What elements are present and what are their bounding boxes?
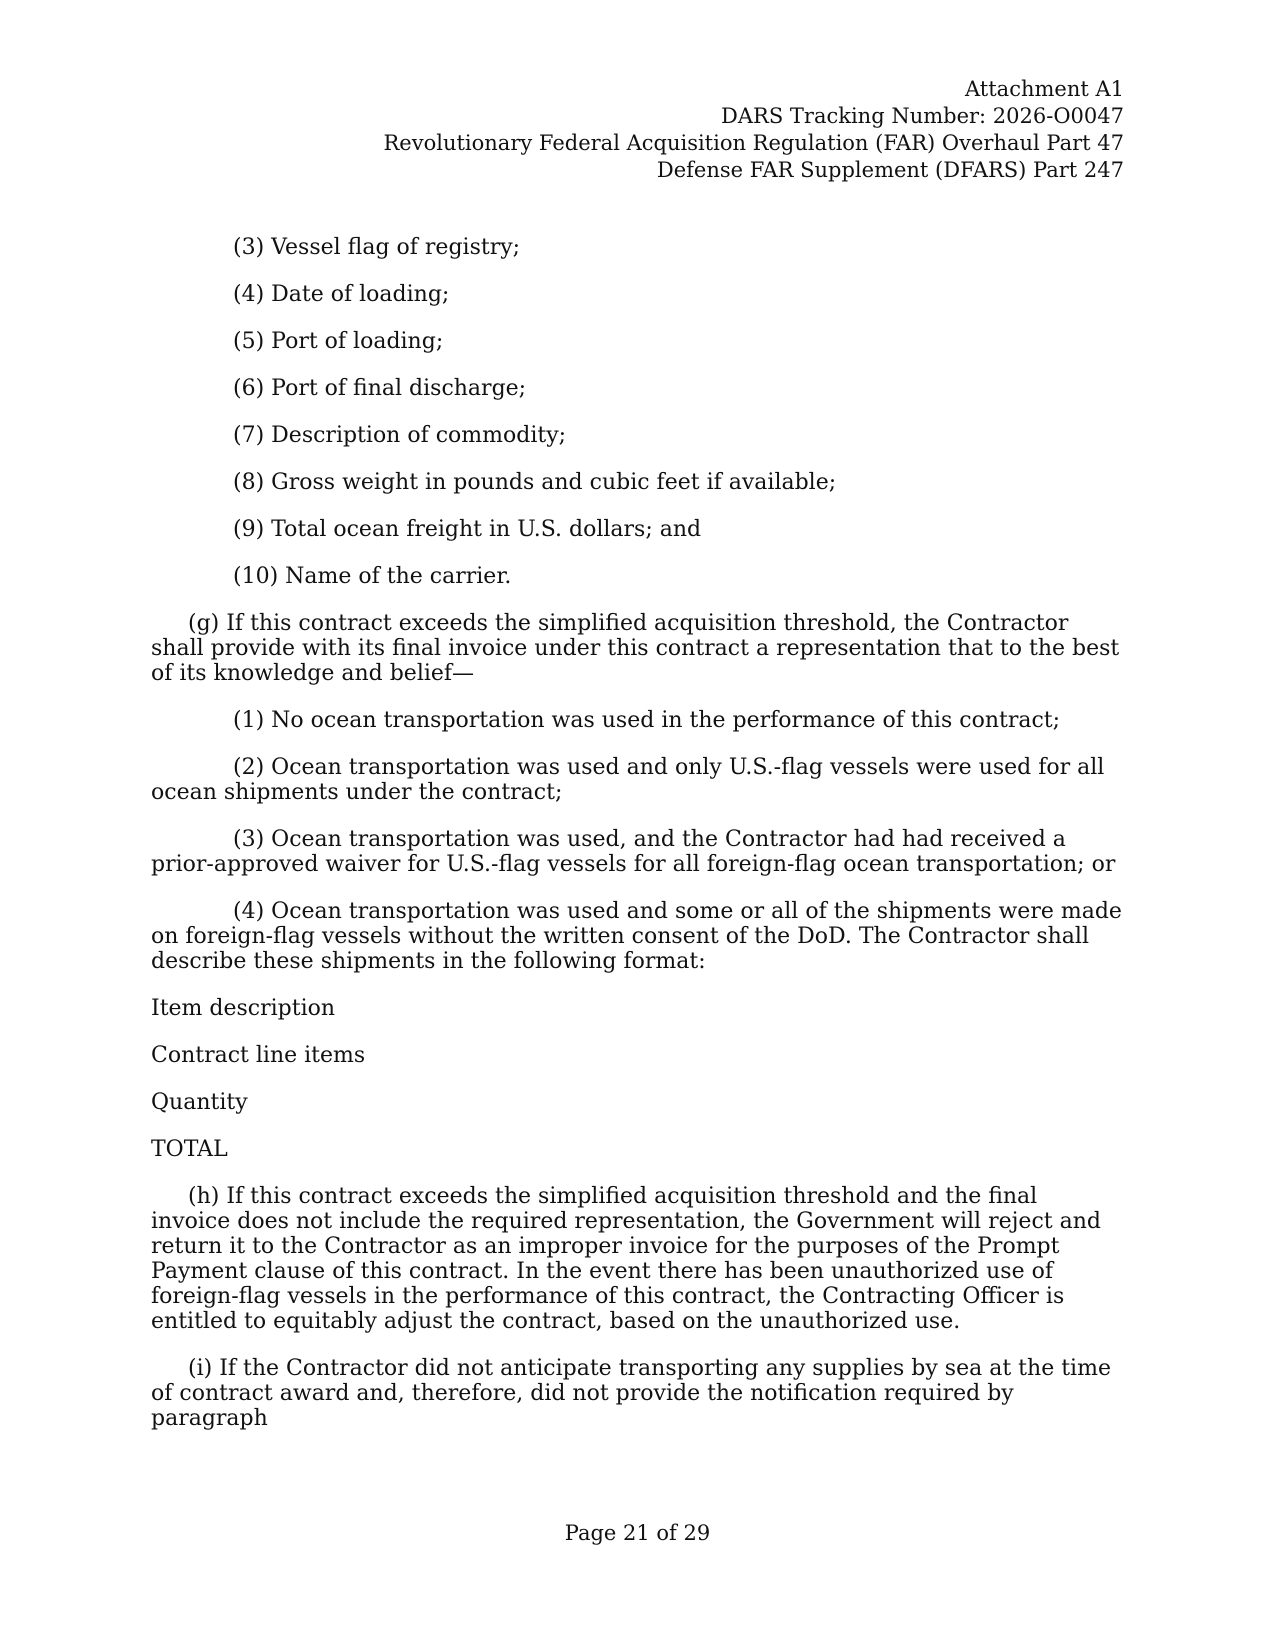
- paragraph-g: (g) If this contract exceeds the simplified acquisition threshold, the Contractor shall provide with its final invoice under this contract a representation that to the best of its knowledge and belief—: [151, 611, 1120, 686]
- list-item: (10) Name of the carrier.: [233, 564, 512, 589]
- format-item: Item description: [151, 996, 336, 1021]
- list-item: (7) Description of commodity;: [233, 423, 567, 448]
- paragraph-h: (h) If this contract exceeds the simplified acquisition threshold and the final invoice does not include the required representation, the Government will reject and return it to the Contractor as an improper invoice for the purposes of the Prompt Payment clause of this contract. In the event there has been unauthorized use of foreign-flag vessels in the performance of this contract, the Contracting Officer is entitled to equitably adjust the contract, based on the unauthorized use.: [151, 1184, 1101, 1334]
- list-item: (9) Total ocean freight in U.S. dollars; and: [233, 517, 702, 542]
- list-item: (3) Vessel flag of registry;: [233, 235, 521, 260]
- header-far-part: Revolutionary Federal Acquisition Regulation (FAR) Overhaul Part 47: [383, 131, 1124, 155]
- list-item: (1) No ocean transportation was used in the performance of this contract;: [233, 708, 1061, 733]
- format-item: Quantity: [151, 1090, 248, 1115]
- list-item: (4) Date of loading;: [233, 282, 450, 307]
- header-attachment: Attachment A1: [965, 77, 1124, 101]
- format-item: TOTAL: [151, 1137, 228, 1162]
- list-item: (4) Ocean transportation was used and some or all of the shipments were made on foreign-flag vessels without the written consent of the DoD. The Contractor shall describe these shipments in the following format:: [151, 899, 1122, 974]
- header-dfars-part: Defense FAR Supplement (DFARS) Part 247: [656, 158, 1124, 182]
- paragraph-i: (i) If the Contractor did not anticipate transporting any supplies by sea at the time of contract award and, therefore, did not provide the notification required by paragraph: [151, 1356, 1111, 1431]
- page-number: Page 21 of 29: [564, 1521, 711, 1545]
- document-body: [151, 235, 1123, 1453]
- list-item: (3) Ocean transportation was used, and the Contractor had had received a prior-approved waiver for U.S.-flag vessels for all foreign-flag ocean transportation; or: [151, 827, 1116, 877]
- list-item: (6) Port of final discharge;: [233, 376, 527, 401]
- format-item: Contract line items: [151, 1043, 366, 1068]
- list-item: (2) Ocean transportation was used and only U.S.-flag vessels were used for all ocean shipments under the contract;: [151, 755, 1105, 805]
- list-item: (8) Gross weight in pounds and cubic feet if available;: [233, 470, 837, 495]
- list-item: (5) Port of loading;: [233, 329, 444, 354]
- header-tracking-number: DARS Tracking Number: 2026-O0047: [721, 104, 1124, 128]
- page-header: [384, 76, 1125, 184]
